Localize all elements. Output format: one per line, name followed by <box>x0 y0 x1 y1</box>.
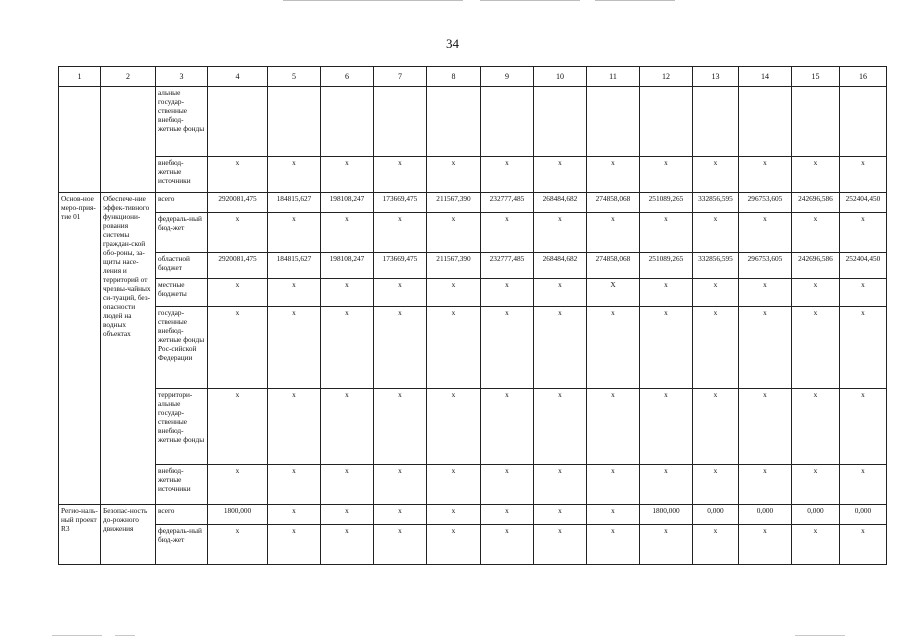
value-cell: x <box>208 389 268 465</box>
value-cell: x <box>268 279 321 307</box>
value-cell: x <box>268 157 321 193</box>
value-cell: x <box>427 465 481 505</box>
value-cell: x <box>534 525 587 565</box>
value-cell: x <box>640 465 693 505</box>
value-cell: x <box>693 157 739 193</box>
value-cell: x <box>587 389 640 465</box>
header-cell: 10 <box>534 67 587 87</box>
empty-name-cell <box>101 87 156 193</box>
value-cell: 242696,586 <box>792 253 840 279</box>
value-cell: x <box>268 465 321 505</box>
value-cell: 252404,450 <box>840 193 887 213</box>
value-cell: X <box>587 279 640 307</box>
value-cell: x <box>427 505 481 525</box>
value-cell: 2920081,475 <box>208 193 268 213</box>
value-cell: x <box>840 465 887 505</box>
value-cell: x <box>321 213 374 253</box>
value-cell: 0,000 <box>840 505 887 525</box>
value-cell: x <box>739 389 792 465</box>
value-cell: x <box>739 525 792 565</box>
value-cell: 211567,390 <box>427 253 481 279</box>
value-cell: 268484,682 <box>534 253 587 279</box>
funding-source-cell: местные бюджеты <box>156 279 208 307</box>
measure-name-cell: Безопас-ность до-рожного движения <box>101 505 156 565</box>
value-cell <box>840 87 887 157</box>
value-cell: x <box>374 389 427 465</box>
value-cell: x <box>693 279 739 307</box>
value-cell: 173669,475 <box>374 253 427 279</box>
value-cell: x <box>481 505 534 525</box>
table-row <box>59 465 887 505</box>
value-cell: x <box>481 213 534 253</box>
value-cell: x <box>693 307 739 389</box>
value-cell: x <box>208 307 268 389</box>
value-cell: 242696,586 <box>792 193 840 213</box>
value-cell: x <box>321 525 374 565</box>
funding-source-cell: территори-альные государ-ственные внебюд-жетные фонды <box>156 389 208 465</box>
value-cell <box>739 87 792 157</box>
value-cell: 232777,485 <box>481 253 534 279</box>
value-cell: x <box>268 505 321 525</box>
value-cell: x <box>739 279 792 307</box>
value-cell <box>481 87 534 157</box>
value-cell <box>208 87 268 157</box>
value-cell: 274858,068 <box>587 253 640 279</box>
value-cell: 332856,595 <box>693 253 739 279</box>
value-cell: x <box>268 307 321 389</box>
value-cell: x <box>268 389 321 465</box>
value-cell: 184815,627 <box>268 193 321 213</box>
table-row <box>59 87 887 157</box>
value-cell: 232777,485 <box>481 193 534 213</box>
measure-name-cell: Обеспече-ние эффек-тивного функциони-рования системы граждан-ской обо-роны, за-щиты насе-ления и территорий от чрезвы-чайных си-туаций, без-опасности людей на водных объектах <box>101 193 156 505</box>
value-cell <box>374 87 427 157</box>
value-cell: x <box>268 213 321 253</box>
table-row <box>59 157 887 193</box>
value-cell: x <box>481 525 534 565</box>
value-cell: 332856,595 <box>693 193 739 213</box>
table-row <box>59 307 887 389</box>
value-cell: 0,000 <box>739 505 792 525</box>
value-cell: x <box>321 279 374 307</box>
value-cell: x <box>840 157 887 193</box>
value-cell <box>587 87 640 157</box>
value-cell: x <box>534 389 587 465</box>
value-cell: x <box>481 389 534 465</box>
value-cell: x <box>640 307 693 389</box>
header-cell: 6 <box>321 67 374 87</box>
value-cell: x <box>587 505 640 525</box>
value-cell: x <box>792 465 840 505</box>
funding-source-cell: всего <box>156 505 208 525</box>
value-cell: x <box>374 307 427 389</box>
funding-source-cell: внебюд-жетные источники <box>156 465 208 505</box>
funding-source-cell: федераль-ный бюд-жет <box>156 525 208 565</box>
value-cell: 296753,605 <box>739 193 792 213</box>
value-cell: x <box>640 157 693 193</box>
value-cell: 173669,475 <box>374 193 427 213</box>
table-row <box>59 525 887 565</box>
value-cell: x <box>374 157 427 193</box>
measure-code-cell: Регио-наль-ный проект R3 <box>59 505 101 565</box>
header-cell: 12 <box>640 67 693 87</box>
value-cell <box>534 87 587 157</box>
table-row <box>59 505 887 525</box>
value-cell: x <box>587 213 640 253</box>
value-cell: x <box>321 505 374 525</box>
value-cell: x <box>587 525 640 565</box>
value-cell: x <box>208 213 268 253</box>
value-cell: x <box>739 307 792 389</box>
value-cell <box>427 87 481 157</box>
table-row <box>59 213 887 253</box>
value-cell: x <box>640 389 693 465</box>
header-cell: 5 <box>268 67 321 87</box>
value-cell: x <box>792 525 840 565</box>
value-cell <box>640 87 693 157</box>
header-cell: 8 <box>427 67 481 87</box>
funding-source-cell: федераль-ный бюд-жет <box>156 213 208 253</box>
value-cell: x <box>587 307 640 389</box>
value-cell <box>321 87 374 157</box>
value-cell: x <box>693 389 739 465</box>
value-cell: x <box>840 525 887 565</box>
value-cell: 1800,000 <box>640 505 693 525</box>
funding-source-cell: всего <box>156 193 208 213</box>
value-cell: 1800,000 <box>208 505 268 525</box>
value-cell: x <box>534 465 587 505</box>
value-cell: x <box>534 157 587 193</box>
value-cell: x <box>792 213 840 253</box>
header-cell: 16 <box>840 67 887 87</box>
value-cell: x <box>693 213 739 253</box>
value-cell: x <box>640 213 693 253</box>
value-cell: 184815,627 <box>268 253 321 279</box>
value-cell: x <box>374 213 427 253</box>
table-row <box>59 279 887 307</box>
value-cell: x <box>208 465 268 505</box>
table-row <box>59 253 887 279</box>
value-cell: 0,000 <box>792 505 840 525</box>
value-cell <box>693 87 739 157</box>
header-cell: 15 <box>792 67 840 87</box>
value-cell: 198108,247 <box>321 193 374 213</box>
value-cell: x <box>374 505 427 525</box>
value-cell: x <box>321 157 374 193</box>
header-row <box>59 67 887 87</box>
budget-table <box>58 66 887 565</box>
value-cell: x <box>739 465 792 505</box>
value-cell: 296753,605 <box>739 253 792 279</box>
value-cell: 251089,265 <box>640 253 693 279</box>
value-cell: x <box>208 157 268 193</box>
value-cell: x <box>374 279 427 307</box>
value-cell: x <box>427 389 481 465</box>
value-cell: x <box>640 525 693 565</box>
value-cell: x <box>792 279 840 307</box>
value-cell: x <box>321 465 374 505</box>
value-cell <box>268 87 321 157</box>
value-cell: x <box>534 307 587 389</box>
measure-code-cell: Основ-ное меро-прия-тие 01 <box>59 193 101 505</box>
value-cell: x <box>427 157 481 193</box>
value-cell: x <box>739 213 792 253</box>
value-cell: 0,000 <box>693 505 739 525</box>
page-number: 34 <box>446 36 459 51</box>
value-cell: x <box>792 157 840 193</box>
table-row <box>59 193 887 213</box>
value-cell: x <box>840 389 887 465</box>
value-cell: 251089,265 <box>640 193 693 213</box>
value-cell: x <box>840 279 887 307</box>
value-cell: 252404,450 <box>840 253 887 279</box>
header-cell: 7 <box>374 67 427 87</box>
header-cell: 1 <box>59 67 101 87</box>
value-cell: x <box>587 465 640 505</box>
value-cell: x <box>321 389 374 465</box>
value-cell: 2920081,475 <box>208 253 268 279</box>
value-cell: 274858,068 <box>587 193 640 213</box>
value-cell: x <box>792 389 840 465</box>
value-cell: x <box>534 279 587 307</box>
funding-source-cell: альные государ-ственные внебюд-жетные фонды <box>156 87 208 157</box>
value-cell: x <box>534 505 587 525</box>
value-cell: x <box>481 465 534 505</box>
value-cell: x <box>840 213 887 253</box>
header-cell: 11 <box>587 67 640 87</box>
value-cell: x <box>693 525 739 565</box>
value-cell: x <box>693 465 739 505</box>
value-cell: x <box>840 307 887 389</box>
value-cell: x <box>427 279 481 307</box>
value-cell: x <box>321 307 374 389</box>
value-cell: x <box>374 525 427 565</box>
table-row <box>59 389 887 465</box>
value-cell: x <box>481 279 534 307</box>
value-cell: 268484,682 <box>534 193 587 213</box>
value-cell <box>792 87 840 157</box>
header-cell: 4 <box>208 67 268 87</box>
value-cell: 211567,390 <box>427 193 481 213</box>
funding-source-cell: областной бюджет <box>156 253 208 279</box>
value-cell: x <box>792 307 840 389</box>
value-cell: x <box>427 307 481 389</box>
value-cell: x <box>587 157 640 193</box>
value-cell: x <box>268 525 321 565</box>
value-cell: x <box>374 465 427 505</box>
value-cell: x <box>481 307 534 389</box>
value-cell: x <box>427 213 481 253</box>
value-cell: x <box>534 213 587 253</box>
value-cell: x <box>739 157 792 193</box>
empty-measure-cell <box>59 87 101 193</box>
value-cell: x <box>640 279 693 307</box>
header-cell: 13 <box>693 67 739 87</box>
header-cell: 14 <box>739 67 792 87</box>
value-cell: x <box>208 279 268 307</box>
value-cell: x <box>427 525 481 565</box>
header-cell: 3 <box>156 67 208 87</box>
value-cell: x <box>208 525 268 565</box>
funding-source-cell: внебюд-жетные источники <box>156 157 208 193</box>
header-cell: 9 <box>481 67 534 87</box>
value-cell: 198108,247 <box>321 253 374 279</box>
value-cell: x <box>481 157 534 193</box>
funding-source-cell: государ-ственные внебюд-жетные фонды Рос-сийской Федерации <box>156 307 208 389</box>
header-cell: 2 <box>101 67 156 87</box>
